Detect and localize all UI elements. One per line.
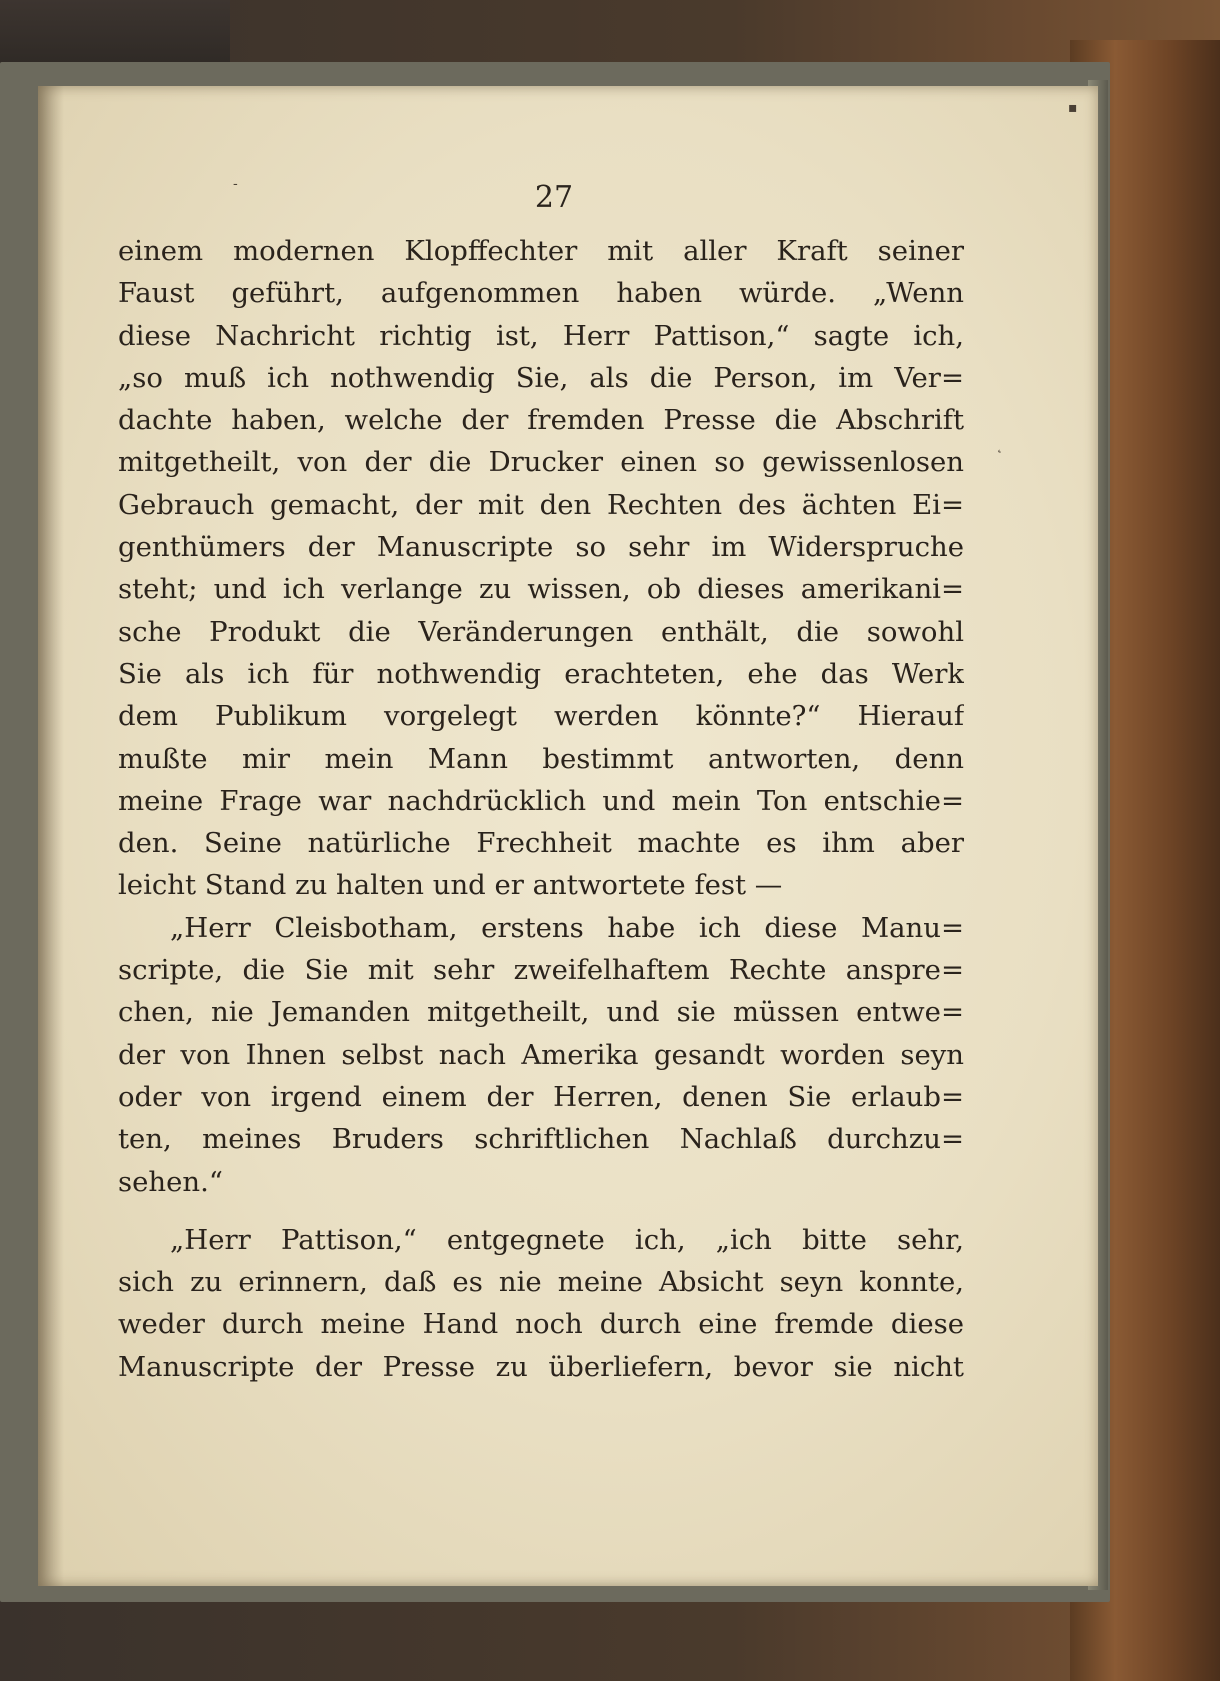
paragraph: [118, 230, 964, 907]
text-line: scripte, die Sie mit sehr zweifelhaftem Rechte anspre=: [118, 954, 964, 987]
body-text: [118, 230, 964, 1388]
page-speck: ˛: [996, 438, 1003, 454]
text-line: meine Frage war nachdrücklich und mein Ton entschie=: [118, 784, 964, 817]
text-line: genthümers der Manuscripte so sehr im Widerspruche: [118, 531, 964, 564]
text-line: Sie als ich für nothwendig erachteten, ehe das Werk: [118, 657, 964, 690]
book-page: [38, 86, 1098, 1586]
text-line: Manuscripte der Presse zu überliefern, bevor sie nicht: [118, 1350, 964, 1383]
text-line: „Herr Cleisbotham, erstens habe ich diese Manu=: [170, 911, 964, 944]
text-line: weder durch meine Hand noch durch eine fremde diese: [118, 1308, 964, 1341]
text-line: „Herr Pattison,“ entgegnete ich, „ich bitte sehr,: [170, 1223, 964, 1256]
page-speck: -: [233, 176, 238, 192]
page-speck: ▪: [1068, 100, 1078, 116]
text-line: mußte mir mein Mann bestimmt antworten, denn: [118, 742, 964, 775]
paragraph-gap: [118, 1203, 964, 1219]
text-line: der von Ihnen selbst nach Amerika gesandt worden seyn: [118, 1038, 964, 1071]
text-line: ten, meines Bruders schriftlichen Nachlaß durchzu=: [118, 1123, 964, 1156]
paragraph: [118, 1219, 964, 1388]
text-line: sich zu erinnern, daß es nie meine Absicht seyn konnte,: [118, 1266, 964, 1299]
page-number: 27: [534, 180, 574, 215]
text-line: einem modernen Klopffechter mit aller Kraft seiner: [118, 235, 964, 267]
text-line: Faust geführt, aufgenommen haben würde. „Wenn: [118, 277, 964, 310]
text-line: sche Produkt die Veränderungen enthält, die sowohl: [118, 615, 964, 648]
text-line: diese Nachricht richtig ist, Herr Pattison,“ sagte ich,: [118, 319, 964, 352]
page-gutter-shadow: [38, 86, 64, 1586]
text-line: leicht Stand zu halten und er antwortete fest —: [118, 869, 783, 902]
text-line: steht; und ich verlange zu wissen, ob dieses amerikani=: [118, 573, 964, 606]
text-line: sehen.“: [118, 1165, 223, 1198]
text-line: mitgetheilt, von der die Drucker einen so gewissenlosen: [118, 446, 964, 479]
cover-edge: [0, 0, 230, 70]
text-line: den. Seine natürliche Frechheit machte es ihm aber: [118, 827, 964, 860]
text-line: dachte haben, welche der fremden Presse die Abschrift: [118, 404, 964, 437]
text-line: dem Publikum vorgelegt werden könnte?“ Hierauf: [118, 700, 964, 733]
paragraph: [118, 907, 964, 1203]
text-line: „so muß ich nothwendig Sie, als die Person, im Ver=: [118, 361, 964, 394]
text-line: Gebrauch gemacht, der mit den Rechten des ächten Ei=: [118, 488, 964, 521]
text-line: oder von irgend einem der Herren, denen Sie erlaub=: [118, 1080, 964, 1113]
text-line: chen, nie Jemanden mitgetheilt, und sie müssen entwe=: [118, 996, 964, 1029]
